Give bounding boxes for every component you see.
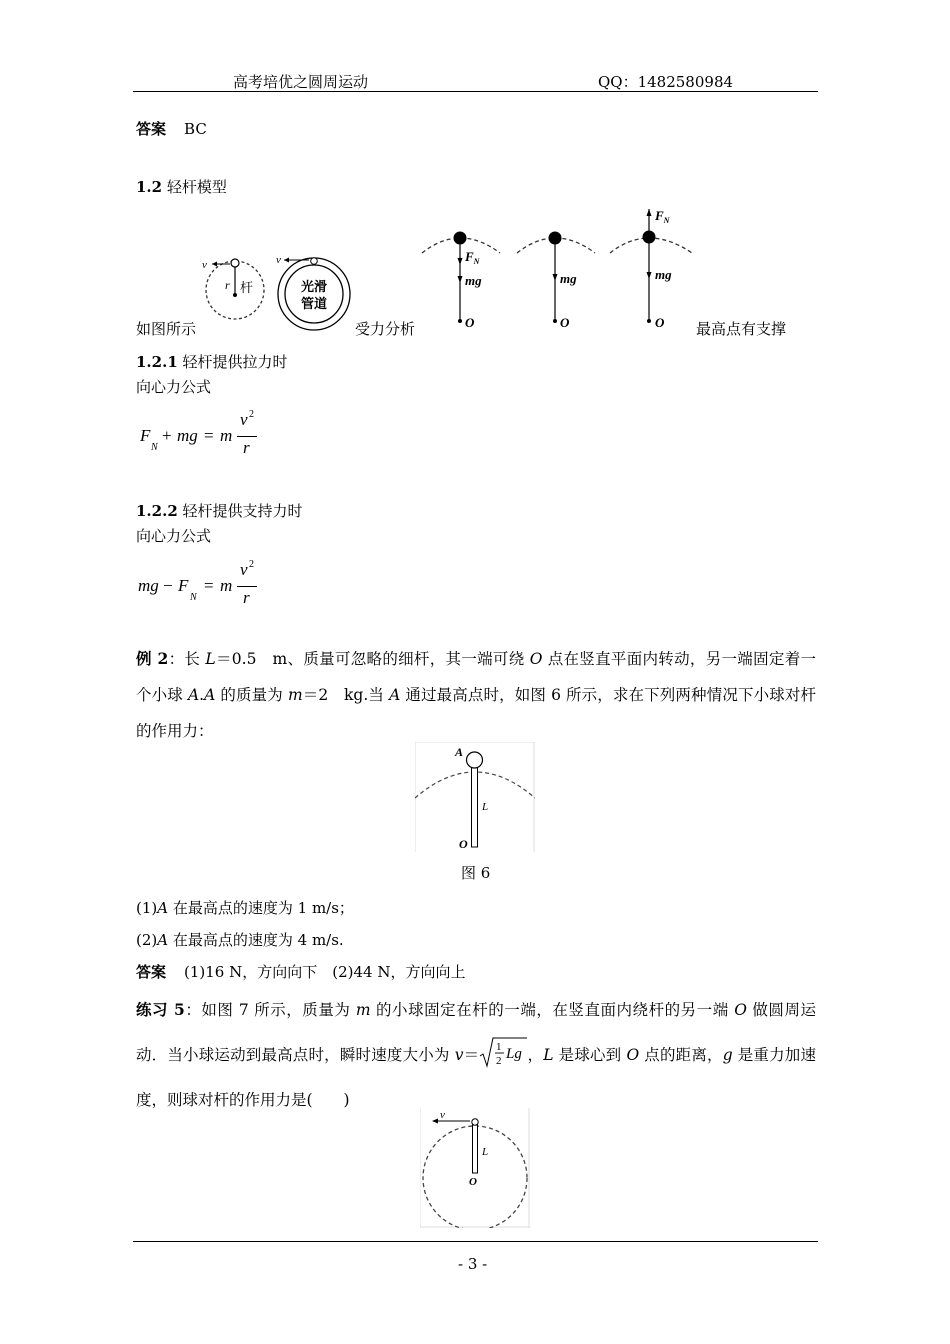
exercise-label: 练习 5 bbox=[136, 1000, 185, 1019]
fig7-L: L bbox=[482, 1146, 489, 1158]
answer-label: 答案 bbox=[136, 120, 167, 138]
tube-label-line2: 管道 bbox=[300, 296, 328, 311]
subsection-1-2-1 bbox=[136, 351, 288, 372]
subsection-title: 轻杆提供拉力时 bbox=[182, 353, 288, 371]
eq2-v: v bbox=[240, 560, 248, 579]
subsection-number: 1.2.2 bbox=[136, 502, 178, 520]
subsection-1-2-2 bbox=[136, 500, 303, 521]
eq2-fraction-bar bbox=[237, 586, 257, 587]
force-diagram-none bbox=[515, 225, 600, 335]
rod-v-label: v bbox=[202, 259, 207, 271]
answer-value: BC bbox=[184, 120, 207, 138]
fig-caption-force-analysis: 受力分析 bbox=[355, 320, 416, 338]
eq1-fraction-bar bbox=[237, 436, 257, 437]
tube-label-line1: 光滑 bbox=[300, 279, 328, 294]
header-rule bbox=[133, 91, 818, 92]
eq2-sup: 2 bbox=[249, 559, 254, 570]
fd3-fn-label: $F_N$ bbox=[655, 208, 670, 225]
fd2-o-label: O bbox=[560, 315, 570, 330]
tube-v-label: v bbox=[276, 254, 281, 266]
fig-caption-support: 最高点有支撑 bbox=[696, 320, 787, 338]
equation-tension bbox=[140, 409, 280, 462]
fig-caption-as-shown: 如图所示 bbox=[136, 320, 197, 338]
eq1-N: N bbox=[151, 442, 158, 453]
figure-6 bbox=[415, 742, 535, 852]
footer-rule bbox=[133, 1241, 818, 1242]
figure-7 bbox=[420, 1108, 530, 1228]
eq2-mg: mg bbox=[138, 576, 159, 595]
fd2-mg-label: mg bbox=[560, 271, 577, 286]
formula-label-2: 向心力公式 bbox=[136, 527, 212, 545]
eq2-F: F bbox=[178, 576, 189, 595]
case-2: (2)A 在最高点的速度为 4 m/s. bbox=[136, 931, 344, 949]
eq2-minus: − bbox=[163, 576, 173, 595]
sqrt-expression bbox=[479, 1040, 527, 1070]
header-right: QQ：1482580984 bbox=[598, 73, 734, 91]
formula-label-1: 向心力公式 bbox=[136, 378, 212, 396]
example-2-paragraph: 例 2：长 L＝0.5 m、质量可忽略的细杆，其一端可绕 O 点在竖直平面内转动，另一端固定着一个小球 A.A 的质量为 m＝2 kg.当 A 通过最高点时，如图 6 所示，求在下列两种情况下小球对杆的作用力： bbox=[136, 649, 816, 740]
eq1-mg: mg bbox=[177, 426, 198, 445]
tube-model-figure bbox=[272, 250, 354, 332]
page-number: - 3 - bbox=[458, 1255, 488, 1273]
section-number: 1.2 bbox=[136, 178, 163, 196]
eq1-r: r bbox=[243, 438, 250, 457]
eq1-F: F bbox=[140, 426, 151, 445]
svg-text:1: 1 bbox=[496, 1041, 502, 1053]
eq1-plus: + bbox=[162, 426, 172, 445]
force-diagram-support bbox=[608, 205, 698, 335]
subsection-title: 轻杆提供支持力时 bbox=[182, 502, 303, 520]
rod-r-label: r bbox=[225, 278, 230, 292]
section-title: 轻杆模型 bbox=[166, 178, 227, 196]
force-diagram-pull bbox=[420, 225, 505, 335]
answer-value: (1)16 N，方向向下 (2)44 N，方向向上 bbox=[184, 963, 466, 981]
svg-text:2: 2 bbox=[496, 1055, 502, 1067]
subsection-number: 1.2.1 bbox=[136, 353, 178, 371]
answer-top bbox=[136, 118, 207, 139]
fd3-mg-label: mg bbox=[655, 267, 672, 282]
answer-label: 答案 bbox=[136, 963, 167, 981]
case-1: (1)A 在最高点的速度为 1 m/s； bbox=[136, 899, 354, 917]
example-label: 例 2 bbox=[136, 649, 169, 668]
section-heading-1-2 bbox=[136, 176, 227, 197]
fd3-o-label: O bbox=[655, 315, 665, 330]
answer-2 bbox=[136, 961, 465, 982]
rod-char-label: 杆 bbox=[240, 280, 254, 295]
eq1-v: v bbox=[240, 410, 248, 429]
rod-model-figure bbox=[198, 255, 278, 330]
header-left: 高考培优之圆周运动 bbox=[233, 73, 369, 91]
fig6-O: O bbox=[459, 837, 468, 851]
fd1-mg-label: mg bbox=[465, 273, 482, 288]
fd1-fn-label: $F_N$ bbox=[465, 249, 480, 266]
eq2-eq: = bbox=[204, 576, 214, 595]
figure-6-caption: 图 6 bbox=[461, 864, 491, 882]
eq1-sup: 2 bbox=[249, 409, 254, 420]
fd1-o-label: O bbox=[465, 315, 475, 330]
fig6-L: L bbox=[482, 801, 489, 813]
eq2-m: m bbox=[220, 576, 233, 595]
eq2-N: N bbox=[190, 592, 197, 603]
fig7-O: O bbox=[469, 1176, 477, 1188]
exercise-5-paragraph: 练习 5：如图 7 所示，质量为 m 的小球固定在杆的一端，在竖直面内绕杆的另一端 O 做圆周运动．当小球运动到最高点时，瞬时速度大小为 v＝ 1 2 Lg ，L 是球心到 O 点的距离，g 是重力加速度，则球对杆的作用力是( ) bbox=[136, 1000, 816, 1109]
equation-support bbox=[138, 559, 278, 612]
fig7-v: v bbox=[440, 1109, 445, 1121]
eq2-r: r bbox=[243, 588, 250, 607]
eq1-m: m bbox=[220, 426, 233, 445]
fig6-A: A bbox=[455, 745, 464, 759]
svg-text:Lg: Lg bbox=[506, 1046, 523, 1062]
eq1-eq: = bbox=[204, 426, 214, 445]
